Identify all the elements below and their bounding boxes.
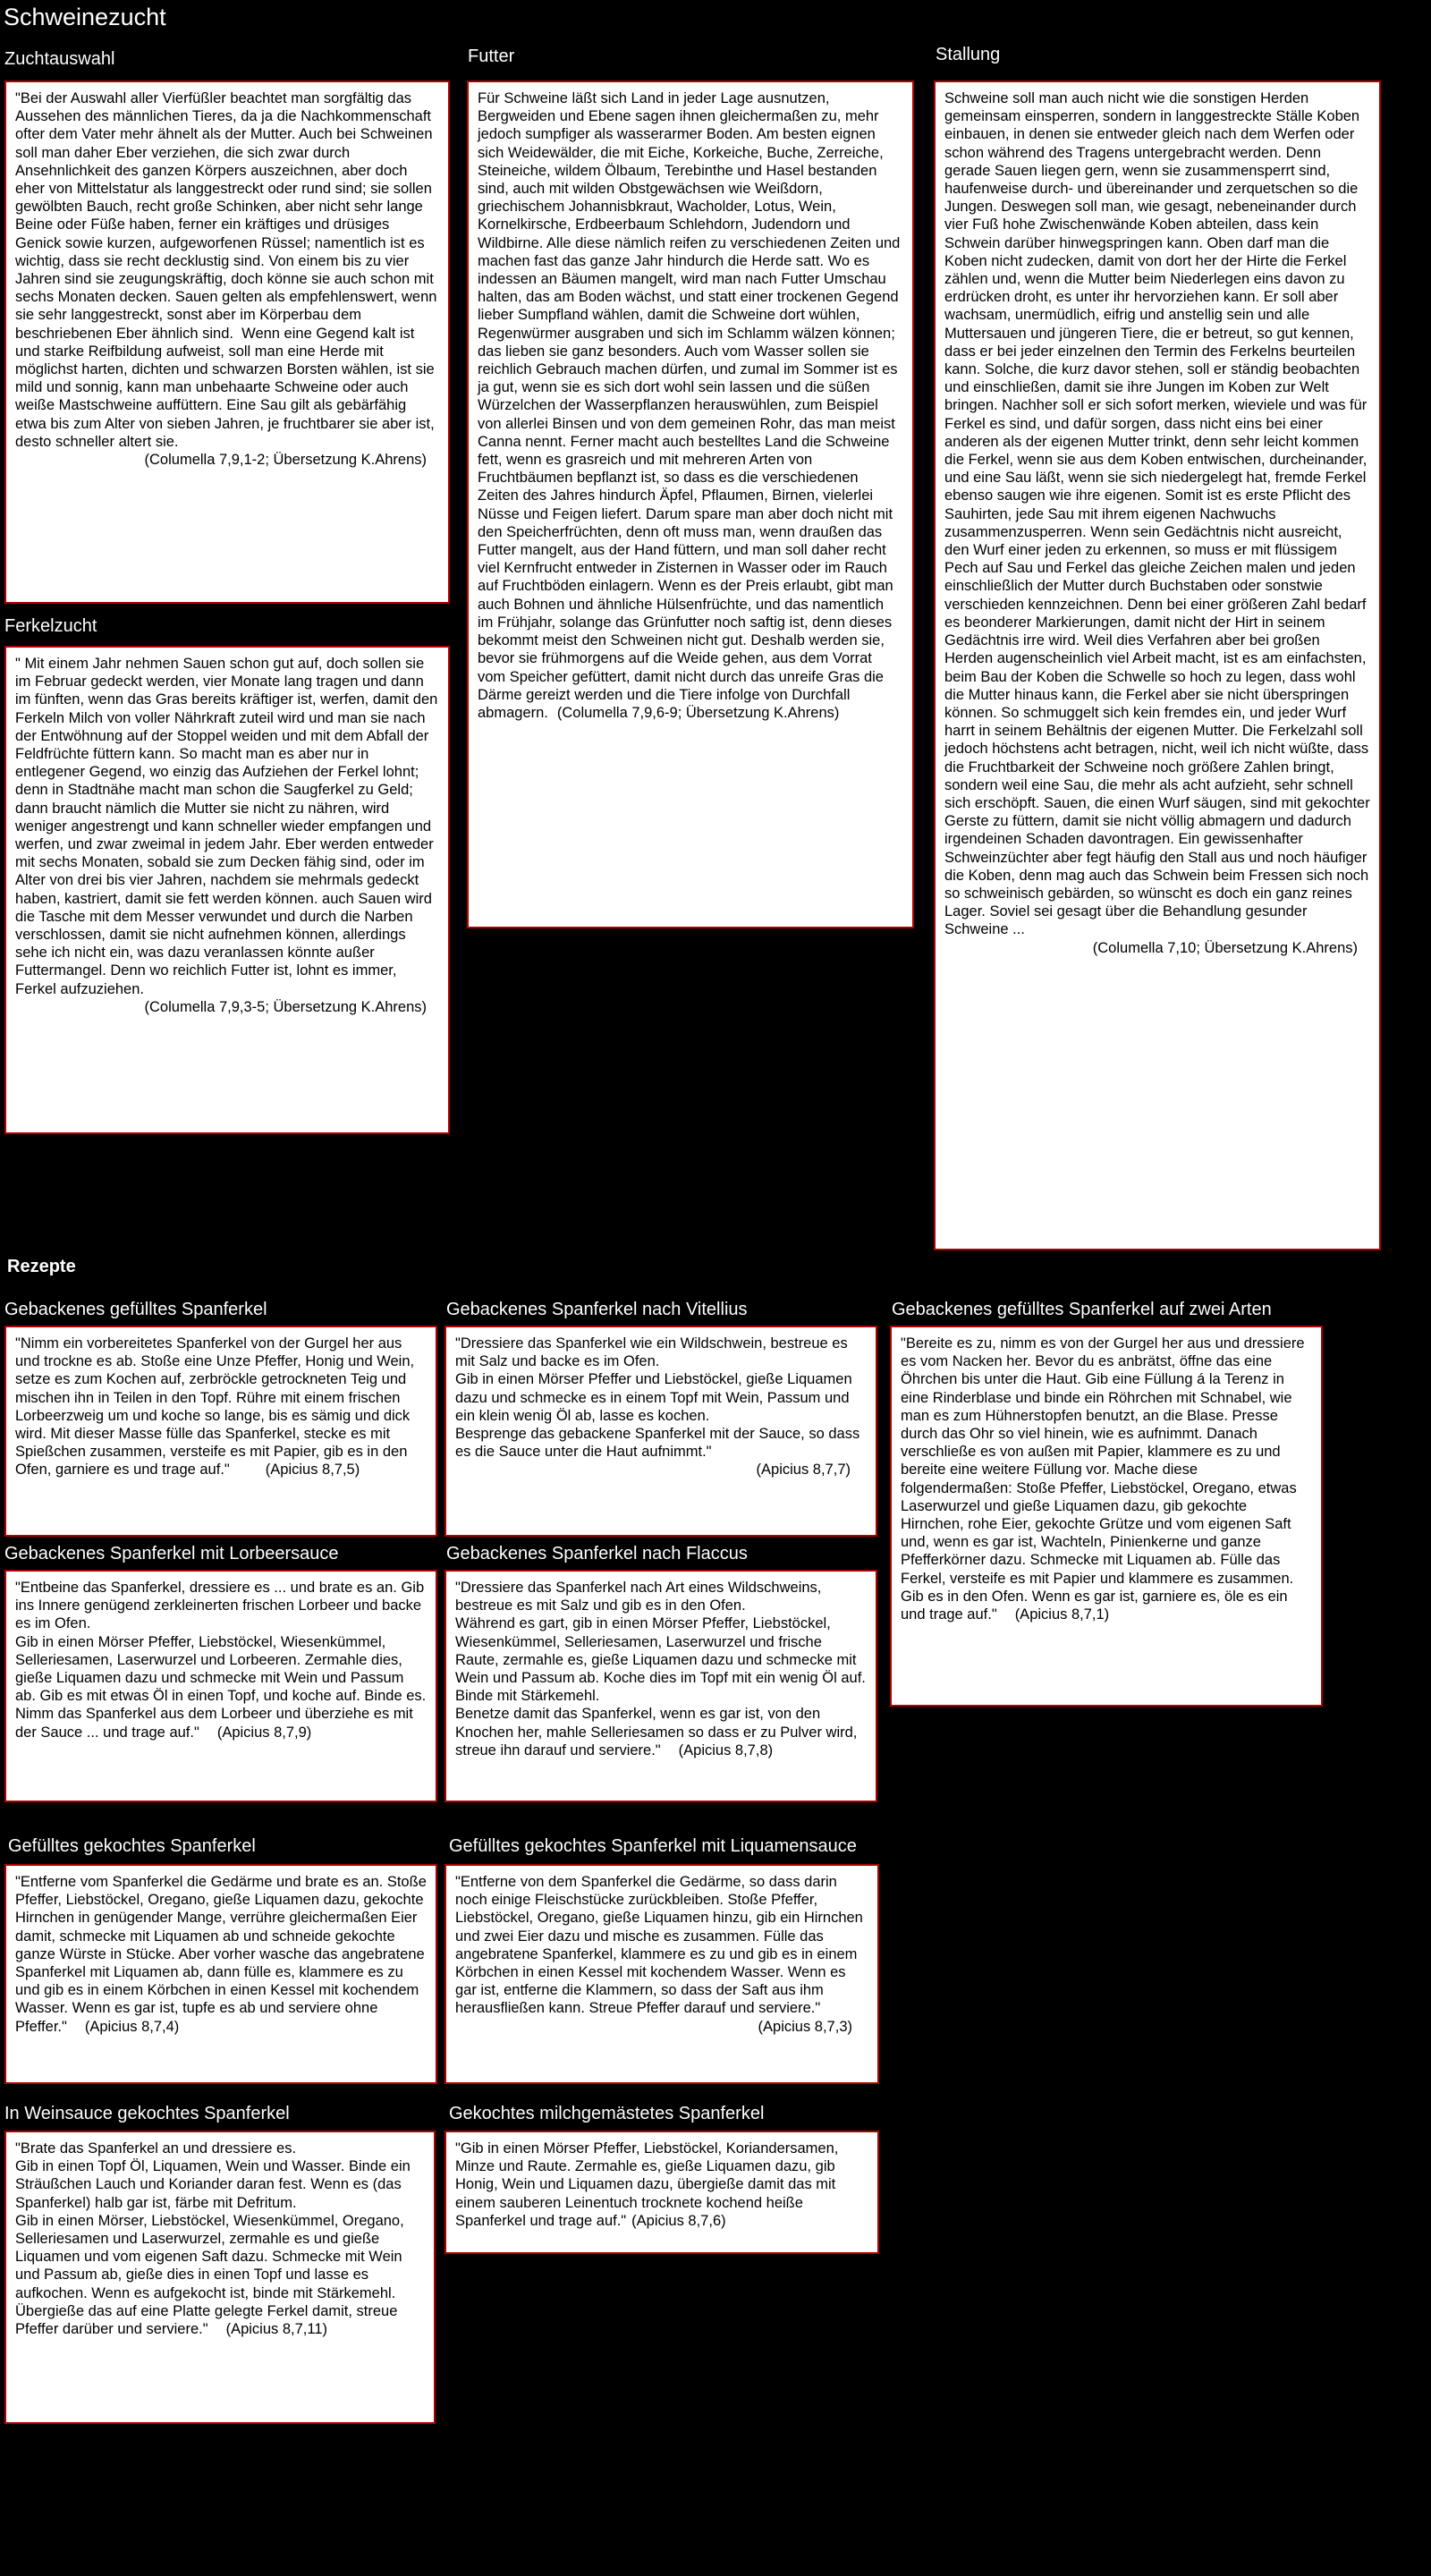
recipe-citation: (Apicius 8,7,1) — [1014, 1606, 1110, 1623]
recipe-citation: (Apicius 8,7,9) — [216, 1724, 312, 1741]
recipe-heading: Gebackenes Spanferkel mit Lorbeersauce — [4, 1544, 339, 1563]
recipe-citation: (Apicius 8,7,11) — [225, 2321, 328, 2338]
recipe-box — [4, 2131, 436, 2424]
text-futter — [478, 89, 903, 722]
text-box-zuchtauswahl — [4, 80, 450, 604]
text-box-ferkelzucht — [4, 646, 450, 1134]
recipe-citation: (Apicius 8,7,3) — [758, 2018, 852, 2035]
text-zuchtauswahl: "Bei der Auswahl aller Vierfüßler beachtet man sorgfältig das Aussehen des männlichen Tieres, da ja die Nachkommenschaft ofter dem Vater mehr ähnelt als der Mutter. Auch bei Schweinen soll man daher Eber verziehen, die sich zwar durch Ansehnlichkeit des ganzen Körpers auszeichnen, aber doch eher von Mittelstatur als langgestreckt oder rund sind; sie sollen gewölbten Bauch, recht große Schinken, aber nicht sehr lange Beine oder Füße haben, ferner ein kräftiges und drüsiges Genick sowie kurzen, aufgeworfenen Rüssel; namentlich ist es wichtig, dass sie recht decklustig sind. Von einem bis zu vier Jahren sind sie zeugungskräftig, doch könne sie auch schon mit sechs Monaten decken. Sauen gelten als empfehlenswert, wenn sie sehr langgestreckt, sonst aber im Körperbau dem beschriebenen Eber ähnlich sind. Wenn eine Gegend kalt ist und starke Reifbildung aufweist, soll man eine Herde mit möglichst harten, dichten und schwarzen Borsten wählen, ist sie mild und sonnig, kann man unbehaarte Schweine oder auch weiße Mastschweine auffüttern. Eine Sau gilt als gebärfähig etwa bis zum Alter von sieben Jahren, je fruchtbarer sie aber ist, desto schneller altert sie. — [15, 90, 442, 450]
text-stallung: Schweine soll man auch nicht wie die sonstigen Herden gemeinsam einsperren, sondern in langgestreckte Ställe Koben einbauen, in denen sie entweder gleich nach dem Werfen oder schon während des Tragens untergebracht werden. Denn gerade Sauen liegen gern, wenn sie zusammensperrt sind, haufenweise durch- und übereinander und zerquetschen so die Jungen. Deswegen soll man, wie gesagt, nebeneinander durch vier Fuß hohe Zwischenwände Koben abteilen, dass kein Schwein darüber hinwegspringen kann. Oben darf man die Koben nicht zudecken, damit von dort her der Hirte die Ferkel zählen und, wenn die Mutter beim Niederlegen eins davon zu erdrücken droht, es unter ihr hervorziehen kann. Er soll aber wachsam, unermüdlich, eifrig und anstellig sein und alle Muttersauen und jüngeren Tiere, die er betreut, so gut kennen, dass er bei jeder einzelnen den Termin des Ferkelns beurteilen kann. Solche, die kurz davor stehen, soll er ständig beobachten und einschließen, damit sie ihre Jungen im Koben zur Welt bringen. Nachher soll er sich sofort merken, wieviele und was für Ferkel es sind, und dafür sorgen, dass nicht eins bei einer anderen als der eigenen Mutter trinkt, denn sehr leicht kommen die Ferkel, wenn sie aus dem Koben entwischen, durcheinander, und eine Sau läßt, wenn sie sich niedergelegt hat, fremde Ferkel ebenso saugen wie ihre eigenen. Somit ist es erste Pflicht des Sauhirten, jede Sau mit ihrem eigenen Nachwuchs zusammenzusperren. Wenn sein Gedächtnis nicht ausreicht, den Wurf einer jeden zu erkennen, so muss er mit flüssigem Pech auf Sau und Ferkel das gleiche Zeichen malen und jeden einschließlich der Mutter durch Buchstaben oder sonstwie verschieden kennzeichnen. Denn bei einer größeren Zahl bedarf es beonderer Markierungen, damit nicht der Hirt in seinem Gedächtnis irre wird. Weil dies Verfahren aber bei großen Herden augenscheinlich viel Arbeit macht, ist es am einfachsten, beim Bau der Koben die Schwelle so hoch zu legen, dass wohl die Mutter hinaus kann, die Ferkel aber sie nicht überspringen können. So schmuggelt sich kein fremdes ein, und jeder Wurf harrt in seinem Behältnis der eigenen Mutter. Die Ferkelzahl soll jedoch höchstens acht betragen, nicht, weil ich nicht wüßte, dass die Fruchtbarkeit der Schweine noch größere Zahlen bringt, sondern weil eine Sau, die mehr als acht aufzieht, sehr schnell sich erschöpft. Sauen, die einen Wurf säugen, sind mit gekochter Gerste zu füttern, damit sie nicht völlig abmagern und dadurch irgendeinen Schaden davontragen. Ein gewissenhafter Schweinzüchter aber fegt häufig den Stall aus und noch häufiger die Koben, denn mag auch das Schwein beim Fressen sich noch so schweinisch gebärden, so wünscht es doch ein ganz reines Lager. Soviel sei gesagt über die Behandlung gesunder Schweine ... — [944, 90, 1375, 938]
recipe-heading: Gebackenes Spanferkel nach Vitellius — [446, 1300, 748, 1319]
recipe-heading: Gefülltes gekochtes Spanferkel — [8, 1836, 256, 1856]
text-ferkelzucht: " Mit einem Jahr nehmen Sauen schon gut auf, doch sollen sie im Februar gedeckt werden, vier Monate lang tragen und dann im fünften, wenn das Gras bereits kräftiger ist, werfen, damit den Ferkeln Milch von voller Nährkraft zuteil wird und man sie nach der Entwöhnung auf der Stoppel weiden und mit dem Abfall der Feldfrüchte füttern kann. So macht man es aber nur in entlegener Gegend, wo einzig das Aufziehen der Ferkel lohnt; denn in Stadtnähe macht man schon die Saugferkel zu Geld; dann braucht nämlich die Mutter sie nicht zu nähren, wird weniger angestrengt und kann schneller wieder empfangen und werfen, und zwar zweimal in jedem Jahr. Eber werden entweder mit sechs Monaten, sobald sie zum Decken fähig sind, oder im Alter von drei bis vier Jahren, nachdem sie mehrmals gedeckt haben, kastriert, damit sie fett werden können. auch Sauen wird die Tasche mit dem Messer verwundet und durch die Narben verschlossen, damit sie nicht aufnehmen können, allerdings sehe ich nicht ein, was dazu veranlassen könnte außer Futtermangel. Denn wo reichlich Futter ist, lohnt es immer, Ferkel aufzuziehen. — [15, 656, 442, 997]
recipe-box — [890, 1326, 1323, 1707]
heading-zuchtauswahl: Zuchtauswahl — [4, 49, 115, 69]
recipe-text — [455, 2140, 868, 2230]
recipe-text-content: "Gib in einen Mörser Pfeffer, Liebstöckel, Koriandersamen, Minze und Raute. Zermahle es, gieße Liquamen dazu, gib Honig, Wein und Liquamen dazu, übergieße damit das mit einem sauberen Leinentuch trocknete kochend heiße Spanferkel und trage auf." — [455, 2140, 843, 2229]
recipe-text-content: "Entbeine das Spanferkel, dressiere es ... und brate es an. Gib ins Innere genügend zerkleinerten frischen Lorbeer und backe es im Ofen. Gib in einen Mörser Pfeffer, Liebstöckel, Wiesenkümmel, Selleriesamen, Laserwurzel und Lorbeeren. Zermahle dies, gieße Liquamen dazu und schmecke mit Wein und Passum ab. Gib es mit etwas Öl in einen Topf, und koche auf. Binde es. Nimm das Spanferkel aus dem Lorbeer und überziehe es mit der Sauce ... und trage auf." — [15, 1580, 427, 1741]
citation-stallung: (Columella 7,10; Übersetzung K.Ahrens) — [1092, 939, 1358, 956]
recipe-heading: Gebackenes Spanferkel nach Flaccus — [446, 1544, 748, 1563]
recipe-citation: (Apicius 8,7,4) — [84, 2018, 180, 2035]
recipe-text-content: "Entferne vom Spanferkel die Gedärme und brate es an. Stoße Pfeffer, Liebstöckel, Oregano, gieße Liquamen dazu, gekochte Hirnchen in genügender Mange, verrühre gleichermaßen Eier damit, schmecke mit Liquamen ab und schneide gekochte ganze Würste in Stücke. Aber vorher wasche das angebratene Spanferkel mit Liquamen ab, dann fülle es, klammere es zu und gib es in einem Körbchen in einen Kessel mit kochendem Wasser. Wenn es gar ist, tupfe es ab und serviere ohne Pfeffer." — [15, 1874, 431, 2035]
recipe-heading: Gefülltes gekochtes Spanferkel mit Liquamensauce — [449, 1836, 857, 1856]
heading-futter: Futter — [468, 47, 515, 66]
recipe-box — [445, 1326, 877, 1537]
recipe-text — [15, 1873, 431, 2036]
text-futter-content: Für Schweine läßt sich Land in jeder Lage ausnutzen, Bergweiden und Ebene sagen ihnen gleichermaßen zu, mehr jedoch sumpfiger als wasserarmer Boden. Am besten eignen sich Weidewälder, die mit Eiche, Korkeiche, Buche, Zerreiche, Steineiche, wildem Ölbaum, Terebinthe und Hasel bestanden sind, auch mit wilden Obstgewächsen wie Weißdorn, griechischem Johannisbkraut, Wacholder, Lotus, Wein, Kornelkirsche, Erdbeerbaum Schlehdorn, Judendorn und Wildbirne. Alle diese nämlich reifen zu verschiedenen Zeiten und machen fast das ganze Jahr hindurch die Herde satt. Wo es indessen an Bäumen mangelt, wird man nach Futter Umschau halten, das am Boden wächst, und statt einer trockenen Gegend lieber Sumpfland wählen, damit die Schweine dort wühlen, Regenwürmer ausgraben und sich im Schlamm wälzen können; das lieben sie ganz besonders. Auch vom Wasser sollen sie reichlich Gebrauch machen dürfen, und zumal im Sommer ist es ja gut, wenn sie es sich dort wohl sein lassen und die süßen Würzelchen der Wasserpflanzen herauswühlen, zum Beispiel von allerlei Binsen und von dem gemeinen Rohr, das man meist Canna nennt. Ferner macht auch bestelltes Land die Schweine fett, wenn es grasreich und mit mehreren Arten von Fruchtbäumen bepflanzt ist, so dass es die verschiedenen Zeiten des Jahres hindurch Äpfel, Pflaumen, Birnen, vielerlei Nüsse und Feigen liefert. Darum spare man aber doch nicht mit den Speicherfrüchten, denn oft muss man, wenn draußen das Futter mangelt, aus der Hand füttern, und man soll daher recht viel Kernfrucht entweder in Zisternen in Wasser oder im Rauch auf Fruchtböden einlagern. Wenn es der Preis erlaubt, gibt man auch Bohnen und ähnliche Hülsenfrüchte, und das namentlich im Frühjahr, solange das Grünfutter noch saftig ist, denn dieses bekommt meist den Schweinen nicht gut. Deshalb werden sie, bevor sie frühmorgens auf die Weide gehen, aus dem Vorrat vom Speicher gefüttert, damit nicht durch das unreife Gras die Därme gereizt werden und die Tiere infolge von Durchfall abmagern. — [478, 90, 904, 721]
recipe-text: "Dressiere das Spanferkel wie ein Wildschwein, bestreue es mit Salz und backe es im Ofen. Gib in einen Mörser Pfeffer und Liebstöckel, gieße Liquamen dazu und schmecke es in einem Topf mit Wein, Passum und ein klein wenig Öl ab, lasse es kochen. Besprenge das gebackene Spanferkel mit der Sauce, so dass es die Sauce unter die Haut aufnimmt." — [455, 1335, 860, 1461]
recipe-citation: (Apicius 8,7,7) — [756, 1462, 851, 1479]
recipe-box — [445, 1570, 877, 1802]
text-box-futter — [467, 80, 914, 928]
recipe-citation: (Apicius 8,7,6) — [631, 2212, 726, 2229]
recipe-text-content: "Bereite es zu, nimm es von der Gurgel her aus und dressiere es vom Nacken her. Bevor du es anbrätst, öffne das eine Öhrchen bis unter die Haut. Gib eine Füllung á la Terenz in eine Rinderblase und binde ein Röhrchen mit Schnabel, wie man es zum Hühnerstopfen benutzt, an die Blase. Presse durch das Ohr so viel hinein, wie es aufnimmt. Danach verschließe es von außen mit Papier, klammere es zu und bereite eine weitere Füllung vor. Mache diese folgendermaßen: Stoße Pfeffer, Liebstöckel, Oregano, etwas Laserwurzel und gieße Liquamen dazu, gib gekochte Hirnchen, rohe Eier, gekochte Grütze und vom eigenen Saft und, wenn es gar ist, Wachteln, Pinienkerne und ganze Pfefferkörner dazu. Schmecke mit Liquamen ab. Fülle das Ferkel, versteife es mit Papier und klammere es zusammen. Gib es in den Ofen. Wenn es gar ist, garniere es, öle es ein und trage auf." — [901, 1335, 1309, 1623]
recipe-heading: Gebackenes gefülltes Spanferkel auf zwei Arten — [892, 1300, 1272, 1319]
recipe-text — [15, 2140, 425, 2338]
recipe-box — [4, 1326, 437, 1537]
recipe-box — [445, 1864, 879, 2084]
recipe-box — [445, 2131, 879, 2254]
recipe-text — [455, 1579, 867, 1759]
recipe-text-content: "Brate das Spanferkel an und dressiere es. Gib in einen Topf Öl, Liquamen, Wein und Wasser. Binde ein Sträußchen Lauch und Koriander daran fest. Wenn es (das Spanferkel) halb gar ist, färbe mit Defritum. Gib in einen Mörser, Liebstöckel, Wiesenkümmel, Oregano, Selleriesamen und Laserwurzel, zermahle es und gieße Liquamen und vom eigenen Saft dazu. Schmecke mit Wein und Passum ab, gieße dies in einen Topf und lasse es aufkochen. Wenn es aufgekocht ist, binde mit Stärkemehl. Übergieße das auf eine Platte gelegte Ferkel damit, streue Pfeffer darüber und serviere." — [15, 2140, 411, 2338]
recipe-text — [901, 1335, 1312, 1623]
page-title: Schweinezucht — [4, 4, 166, 30]
recipe-box — [4, 1864, 437, 2084]
recipe-heading: In Weinsauce gekochtes Spanferkel — [4, 2104, 290, 2123]
recipe-heading: Gebackenes gefülltes Spanferkel — [4, 1300, 267, 1319]
recipe-box — [4, 1570, 437, 1802]
recipe-text — [15, 1335, 427, 1479]
citation-futter: (Columella 7,9,6-9; Übersetzung K.Ahrens) — [556, 704, 840, 721]
text-box-stallung — [934, 80, 1381, 1250]
recipe-text — [15, 1579, 427, 1741]
recipe-text: "Entferne von dem Spanferkel die Gedärme, so dass darin noch einige Fleischstücke zurückbleiben. Stoße Pfeffer, Liebstöckel, Oregano, gieße Liquamen hinzu, gib ein Hirnchen und zwei Eier dazu und mische es zusammen. Fülle das angebratene Spanferkel, klammere es zu und gib es in einem Körbchen in einen Kessel mit kochendem Wasser. Wenn es gar ist, entferne die Klammern, so dass der Saft aus ihm herausfließen kann. Streue Pfeffer darauf und serviere." — [455, 1874, 868, 2017]
recipe-citation: (Apicius 8,7,8) — [678, 1741, 774, 1758]
recipe-text-content: "Nimm ein vorbereitetes Spanferkel von der Gurgel her aus und trockne es ab. Stoße eine Unze Pfeffer, Honig und Wein, setze es zum Kochen auf, zerbröckle getrockneten Teig und mischen ihn in Teilen in den Topf. Rühre mit einem frischen Lorbeerzweig um und koche so lange, bis es sämig und dick wird. Mit dieser Masse fülle das Spanferkel, stecke es mit Spießchen zusammen, versteife es mit Papier, gib es in den Ofen, garniere es und trage auf." — [15, 1335, 419, 1479]
citation-ferkelzucht: (Columella 7,9,3-5; Übersetzung K.Ahrens) — [144, 998, 427, 1015]
heading-ferkelzucht: Ferkelzucht — [4, 616, 97, 636]
heading-stallung: Stallung — [936, 45, 1001, 64]
recipe-text-content: "Dressiere das Spanferkel nach Art eines Wildschweins, bestreue es mit Salz und gib es in den Ofen. Während es gart, gib in einen Mörser Pfeffer, Liebstöckel, Wiesenkümmel, Selleriesamen, Laserwurzel und frische Raute, zermahle es, gieße Liquamen dazu und schmecke mit Wein und Passum ab. Koche dies im Topf mit ein wenig Öl auf. Binde mit Stärkemehl. Benetze damit das Spanferkel, wenn es gar ist, von den Knochen her, mahle Selleriesamen so dass er zu Pulver wird, streue ihn darauf und serviere." — [455, 1580, 866, 1758]
heading-rezepte: Rezepte — [7, 1257, 76, 1276]
citation-zuchtauswahl: (Columella 7,9,1-2; Übersetzung K.Ahrens) — [144, 452, 427, 469]
recipe-citation: (Apicius 8,7,5) — [265, 1462, 360, 1479]
recipe-heading: Gekochtes milchgemästetes Spanferkel — [449, 2104, 765, 2123]
